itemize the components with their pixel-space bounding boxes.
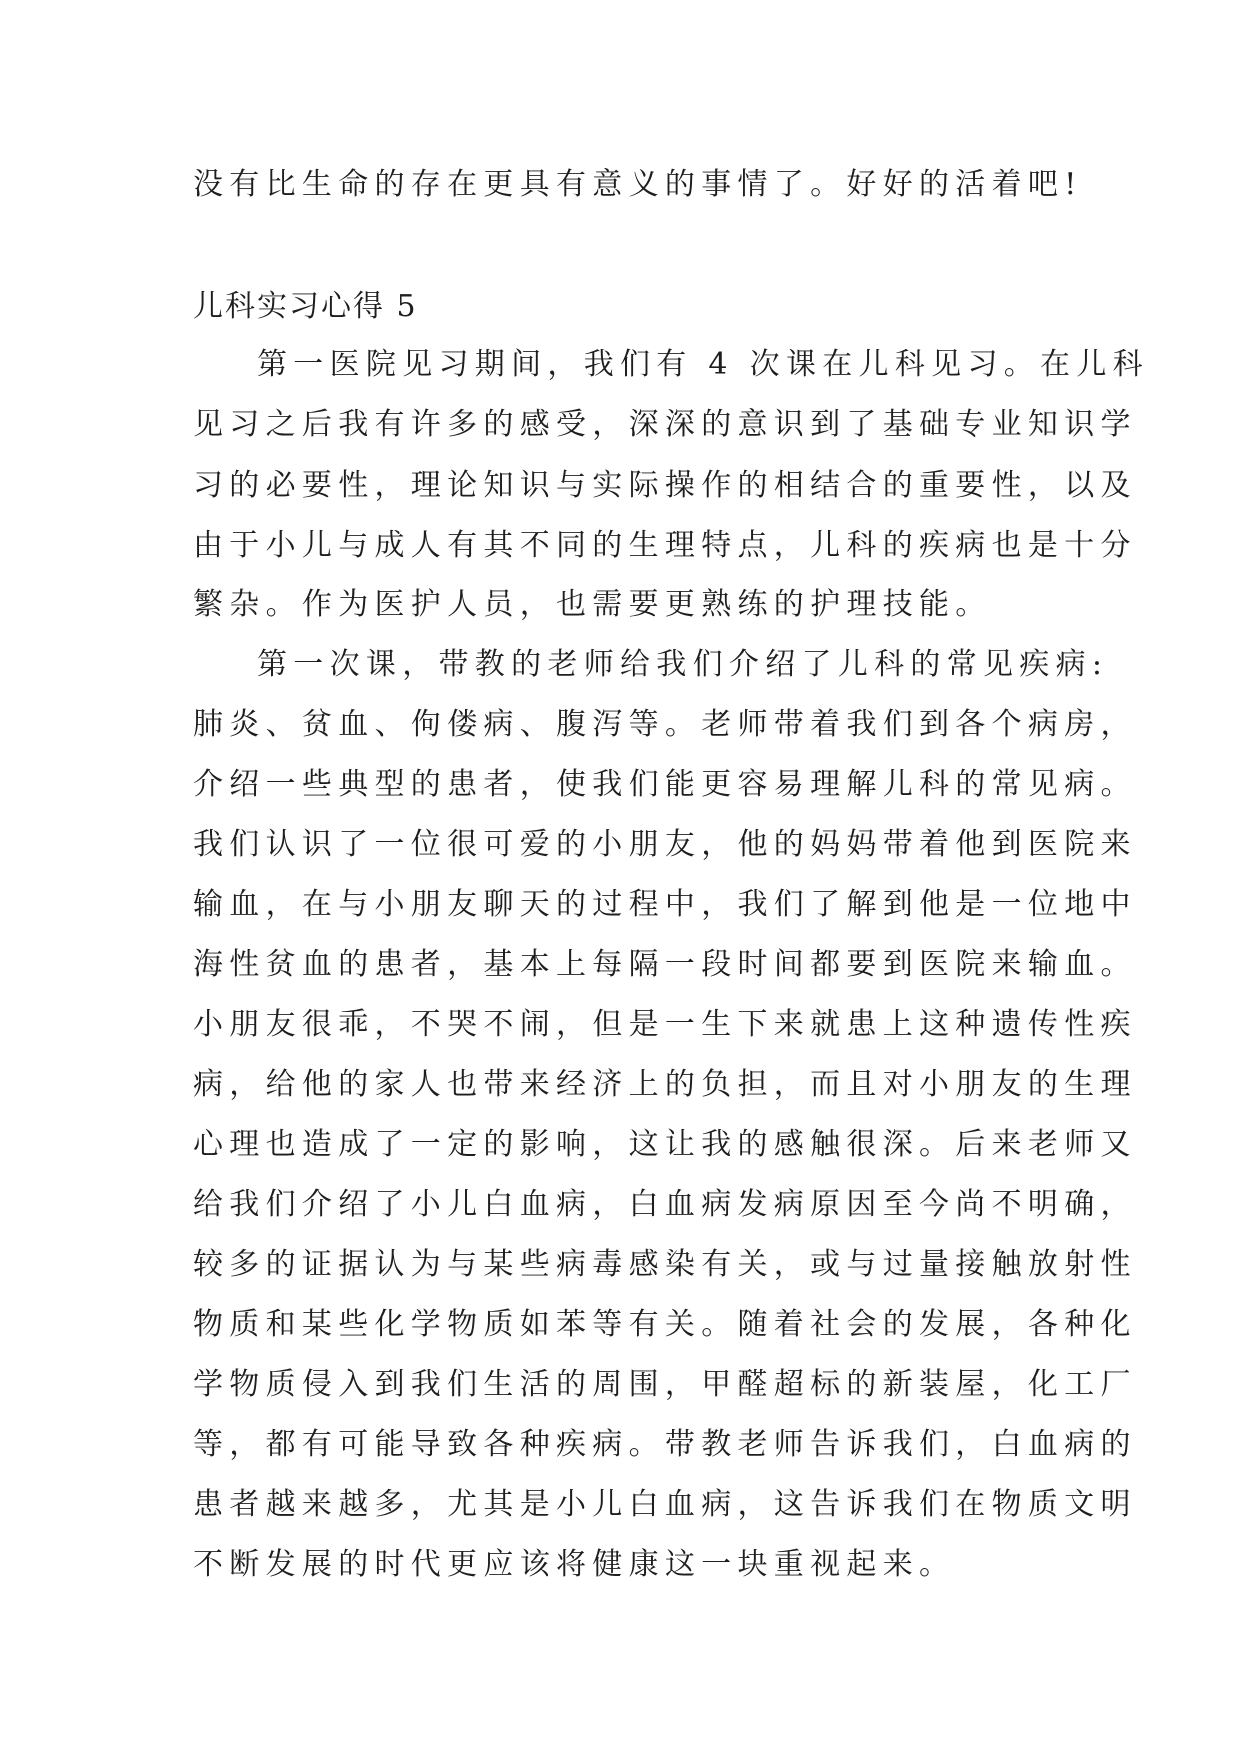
paragraph-2-line-7: 小朋友很乖，不哭不闹，但是一生下来就患上这种遗传性疾 <box>193 1007 1137 1042</box>
paragraph-1-line-3: 习的必要性，理论知识与实际操作的相结合的重要性，以及 <box>193 468 1137 503</box>
paragraph-2-line-5: 输血，在与小朋友聊天的过程中，我们了解到他是一位地中 <box>193 887 1137 922</box>
paragraph-1-line-5: 繁杂。作为医护人员，也需要更熟练的护理技能。 <box>193 587 992 622</box>
paragraph-2-line-14: 等，都有可能导致各种疾病。带教老师告诉我们，白血病的 <box>193 1427 1137 1462</box>
paragraph-2-line-9: 心理也造成了一定的影响，这让我的感触很深。后来老师又 <box>193 1127 1137 1162</box>
paragraph-2-line-1: 第一次课，带教的老师给我们介绍了儿科的常见疾病: <box>257 647 1109 682</box>
paragraph-2-line-2: 肺炎、贫血、佝偻病、腹泻等。老师带着我们到各个病房， <box>193 707 1137 742</box>
paragraph-2-line-13: 学物质侵入到我们生活的周围，甲醛超标的新装屋，化工厂 <box>193 1367 1137 1402</box>
paragraph-2-line-4: 我们认识了一位很可爱的小朋友，他的妈妈带着他到医院来 <box>193 827 1137 862</box>
paragraph-2-line-11: 较多的证据认为与某些病毒感染有关，或与过量接触放射性 <box>193 1247 1137 1282</box>
paragraph-2-line-10: 给我们介绍了小儿白血病，白血病发病原因至今尚不明确， <box>193 1187 1137 1222</box>
paragraph-2-line-3: 介绍一些典型的患者，使我们能更容易理解儿科的常见病。 <box>193 767 1137 802</box>
paragraph-1-line-1: 第一医院见习期间，我们有 4 次课在儿科见习。在儿科 <box>257 347 1149 382</box>
section-heading: 儿科实习心得 5 <box>193 289 418 324</box>
paragraph-2-line-8: 病，给他的家人也带来经济上的负担，而且对小朋友的生理 <box>193 1067 1137 1102</box>
paragraph-2-line-6: 海性贫血的患者，基本上每隔一段时间都要到医院来输血。 <box>193 947 1137 982</box>
paragraph-2-line-16: 不断发展的时代更应该将健康这一块重视起来。 <box>193 1547 956 1582</box>
paragraph-2-line-15: 患者越来越多，尤其是小儿白血病，这告诉我们在物质文明 <box>193 1487 1137 1522</box>
paragraph-1-line-2: 见习之后我有许多的感受，深深的意识到了基础专业知识学 <box>193 407 1137 442</box>
paragraph-1-line-4: 由于小儿与成人有其不同的生理特点，儿科的疾病也是十分 <box>193 528 1137 563</box>
text-line-closing-sentence: 没有比生命的存在更具有意义的事情了。好好的活着吧! <box>193 167 1083 202</box>
paragraph-2-line-12: 物质和某些化学物质如苯等有关。随着社会的发展，各种化 <box>193 1307 1137 1342</box>
